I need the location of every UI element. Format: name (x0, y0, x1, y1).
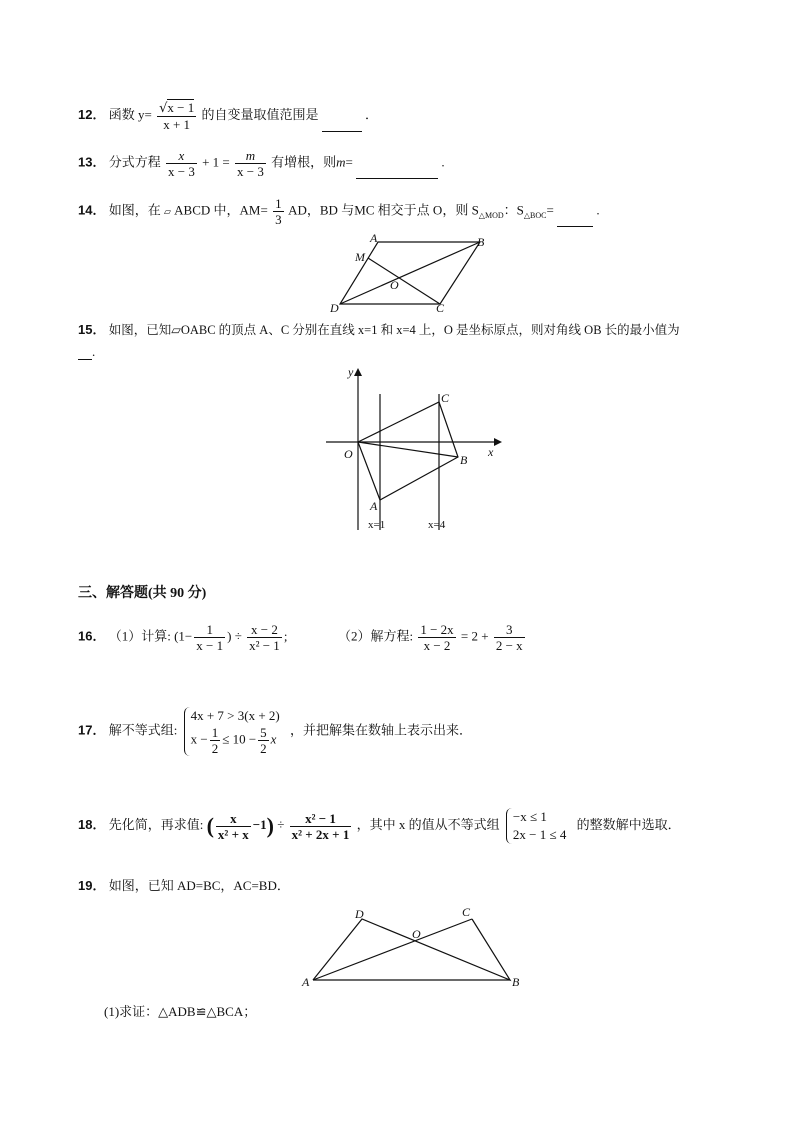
label-C: C (441, 391, 450, 405)
denominator: x + 1 (157, 116, 196, 132)
question-19-part-1: (1)求证：△ADB≌△BCA； (104, 1004, 257, 1019)
question-12: 12． 函数 y= $\frac{√x - 1}{x + 1}$ 的自变量取值范围是 ． (78, 100, 378, 132)
inequality-system: 4x + 7 > 3(x + 2) x − $\frac{1}{2}$ ≤ 10 − $\frac{5}{2}$ x (184, 707, 284, 756)
question-18: 18． 先化简，再求值: ( $\frac{x}{\text{x² + x}}$ −1) ÷ $\frac{\text{x² − 1}}{\text{x² + 2x + 1}}$ ，其中 x 的值从不等式组 −x ≤ 1 2x − 1 ≤ 4 的整数解中选取． (78, 809, 681, 842)
question-number: 19． (78, 878, 106, 893)
fraction: $\frac{√x - 1}{x + 1}$ (159, 100, 195, 132)
sqrt-content: x − 1 (167, 100, 195, 115)
fraction: $\frac{1 - 2x}{x - 2}$ (420, 622, 454, 653)
label-A: A (302, 975, 310, 989)
question-15 (78, 322, 680, 338)
fraction: $\frac{x}{\text{x² + x}}$ (217, 810, 249, 842)
question-text: 分式方程 (108, 154, 161, 170)
label-B: B (460, 453, 468, 467)
label-B: B (477, 235, 485, 249)
question-number: 18． (78, 816, 106, 832)
fraction: $\frac{x}{x - 3}$ (167, 148, 195, 179)
label-D: D (355, 907, 364, 921)
label-A: A (370, 499, 378, 513)
parallelogram-symbol: ▱ (163, 207, 171, 218)
question-number: 14． (78, 202, 106, 218)
label-C: C (436, 301, 445, 314)
label-O: O (390, 278, 399, 292)
figure-15 (322, 364, 506, 534)
question-13: 13． 分式方程 $\frac{x}{x - 3}$ + 1 = $\frac{m}{x - 3}$ 有增根，则m= . (78, 148, 445, 179)
question-16: 16． （1）计算: (1− $\frac{1}{x - 1}$ ) ÷ $\frac{x - 2}{\text{x² − 1}}$ ; （2）解方程: $\frac{1 - 2x}{x - 2}$ = 2 + $\frac{3}{2 - x}$ (78, 622, 523, 653)
label-x: x (488, 445, 494, 459)
question-17: 17． 解不等式组: 4x + 7 > 3(x + 2) x − $\frac{1}{2}$ ≤ 10 − $\frac{5}{2}$ x ，并把解集在数轴上表示出来． (78, 708, 473, 756)
inequality-system: −x ≤ 1 2x − 1 ≤ 4 (506, 808, 570, 844)
figure-14 (330, 232, 495, 314)
question-text: 的自变量取值范围是 (201, 106, 319, 122)
question-number: 15． (78, 322, 106, 337)
label-y: y (348, 365, 354, 379)
question-number: 13． (78, 154, 106, 170)
question-number: 12． (78, 106, 106, 122)
label-x1: x=1 (368, 519, 386, 531)
label-A: A (370, 232, 378, 245)
question-19: 19． 如图，已知 AD=BC，AC=BD． (78, 878, 290, 893)
question-number: 17． (78, 722, 106, 738)
label-D: D (330, 301, 339, 314)
label-O: O (412, 927, 421, 941)
label-B: B (512, 975, 520, 989)
question-text: 如图，在 (108, 202, 161, 218)
label-C: C (462, 905, 471, 919)
label-x4: x=4 (428, 519, 446, 531)
label-O: O (344, 447, 353, 461)
label-M: M (355, 250, 365, 264)
section-title: 三、解答题(共 90 分) (78, 586, 207, 601)
question-text: 函数 y= (108, 106, 152, 122)
fraction: $\frac{x - 2}{\text{x² − 1}}$ (249, 622, 280, 653)
fraction: $\frac{5}{2}$ (260, 725, 267, 756)
question-number: 16． (78, 628, 106, 644)
fraction: $\frac{1}{x - 1}$ (196, 622, 224, 653)
fraction: $\frac{m}{x - 3}$ (237, 148, 264, 179)
fraction: $\frac{1}{2}$ (211, 725, 219, 756)
figure-19 (300, 902, 530, 994)
fraction: $\frac{\text{x² − 1}}{\text{x² + 2x + 1}}$ (291, 810, 350, 842)
question-text: 有增根，则 (271, 154, 337, 170)
answer-blank (78, 347, 92, 360)
fraction: $\frac{3}{2 - x}$ (495, 622, 523, 653)
fraction: $\frac{1}{3}$ (275, 196, 282, 227)
answer-blank (322, 119, 362, 132)
answer-blank (557, 214, 593, 227)
question-14: 14． 如图，在 ▱ ABCD 中，AM= $\frac{1}{3}$ AD，BD 与MC 相交于点 O，则 $S_{\triangle MOD}$：$S_{\triangle BOC}=$ . (78, 196, 600, 227)
answer-blank (356, 166, 438, 179)
question-text: 如图，已知▱OABC 的顶点 A、C 分别在直线 x=1 和 x=4 上，O 是坐标原点，则对角线 OB 长的最小值为 (108, 323, 680, 337)
